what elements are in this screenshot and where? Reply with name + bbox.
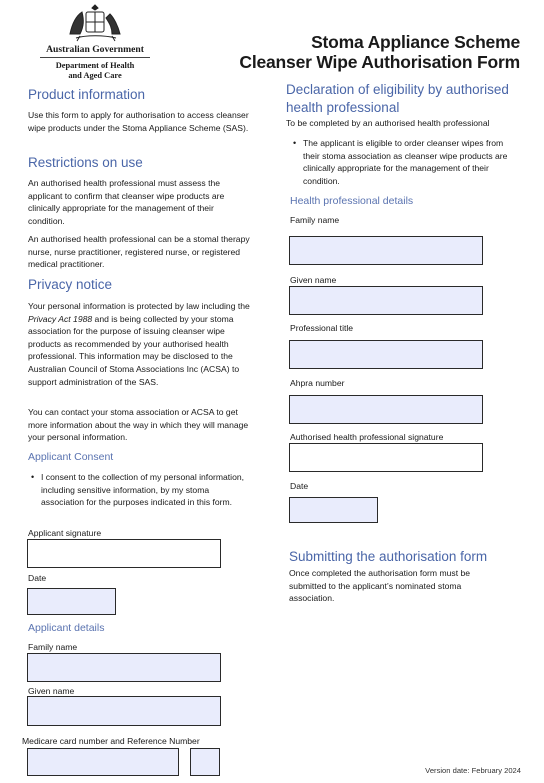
hp-family-name-label: Family name	[290, 215, 340, 225]
applicant-family-name-field[interactable]	[27, 653, 221, 682]
dept-line1: Department of Health	[55, 61, 135, 70]
professional-title-field[interactable]	[289, 340, 483, 369]
declaration-intro: To be completed by an authorised health professional	[286, 118, 490, 128]
declaration-bullet: • The applicant is eligible to order cleanser wipes from their stoma association as cleanser wipe products are clinically appropriate for the management of their condition.	[303, 137, 513, 187]
consent-heading: Applicant Consent	[28, 451, 114, 463]
product-info-heading: Product information	[28, 87, 146, 102]
applicant-given-name-field[interactable]	[27, 696, 221, 726]
medicare-label: Medicare card number and Reference Number	[22, 736, 200, 746]
applicant-date-field[interactable]	[27, 588, 116, 615]
hp-given-name-field[interactable]	[289, 286, 483, 315]
gov-divider	[40, 57, 150, 58]
coat-of-arms-icon	[40, 2, 150, 44]
privacy-p1-a: Your personal information is protected by law including the	[28, 301, 250, 311]
declaration-heading: Declaration of eligibility by authorised health professional	[286, 82, 509, 115]
medicare-reference-field[interactable]	[190, 748, 220, 776]
form-title	[239, 32, 520, 72]
title-line2: Cleanser Wipe Authorisation Form	[239, 52, 520, 72]
restrictions-p1: An authorised health professional must assess the applicant to confirm that cleanser wipe products are clinically appropriate for the management of their condition.	[28, 178, 225, 226]
restrictions-heading: Restrictions on use	[28, 155, 143, 170]
hp-given-name-label: Given name	[290, 275, 337, 285]
restrictions-p2: An authorised health professional can be a stomal therapy nurse, nurse practitioner, registered nurse, or registered medical practitioner.	[28, 234, 250, 270]
privacy-heading: Privacy notice	[28, 277, 113, 292]
consent-bullet: • I consent to the collection of my personal information, including sensitive information, by my stoma association for the purposes indicated in this form.	[41, 471, 246, 509]
hp-details-heading: Health professional details	[290, 195, 414, 207]
hp-signature-label: Authorised health professional signature	[290, 432, 444, 442]
submitting-heading: Submitting the authorisation form	[289, 549, 488, 564]
applicant-signature-label: Applicant signature	[28, 528, 102, 538]
hp-date-label: Date	[290, 481, 309, 491]
dept-line2: and Aged Care	[68, 71, 122, 80]
submitting-text: Once completed the authorisation form must be submitted to the applicant’s nominated stoma association.	[289, 568, 471, 604]
title-line1: Stoma Appliance Scheme	[311, 32, 520, 52]
gov-name: Australian Government	[46, 44, 144, 55]
medicare-number-field[interactable]	[27, 748, 179, 776]
applicant-date-label: Date	[28, 573, 47, 583]
product-info-text: Use this form to apply for authorisation to access cleanser wipe products under the Stoma Appliance Scheme (SAS).	[28, 110, 249, 133]
ahpra-label: Ahpra number	[290, 378, 345, 388]
applicant-details-heading: Applicant details	[28, 622, 105, 634]
hp-date-field[interactable]	[289, 497, 378, 523]
applicant-signature-field[interactable]	[27, 539, 221, 568]
professional-title-label: Professional title	[290, 323, 354, 333]
applicant-given-name-label: Given name	[28, 686, 75, 696]
gov-logo	[40, 2, 150, 82]
privacy-act-name: Privacy Act 1988	[28, 313, 93, 324]
ahpra-number-field[interactable]	[289, 395, 483, 424]
privacy-p1-b: and is being collected by your stoma association for the purpose of issuing cleanser wipe products as recommended by your authorised health professional. This information may be disclosed to the Australian Council of Stoma Associations Inc (ACSA) to support administration of the SAS.	[28, 313, 240, 387]
privacy-p1	[28, 300, 250, 388]
applicant-family-name-label: Family name	[28, 642, 78, 652]
version-date: Version date: February 2024	[425, 766, 521, 775]
hp-signature-field[interactable]	[289, 443, 483, 472]
privacy-p2: You can contact your stoma association or ACSA to get more information about the way in which they will manage your personal information.	[28, 407, 249, 443]
hp-family-name-field[interactable]	[289, 236, 483, 265]
